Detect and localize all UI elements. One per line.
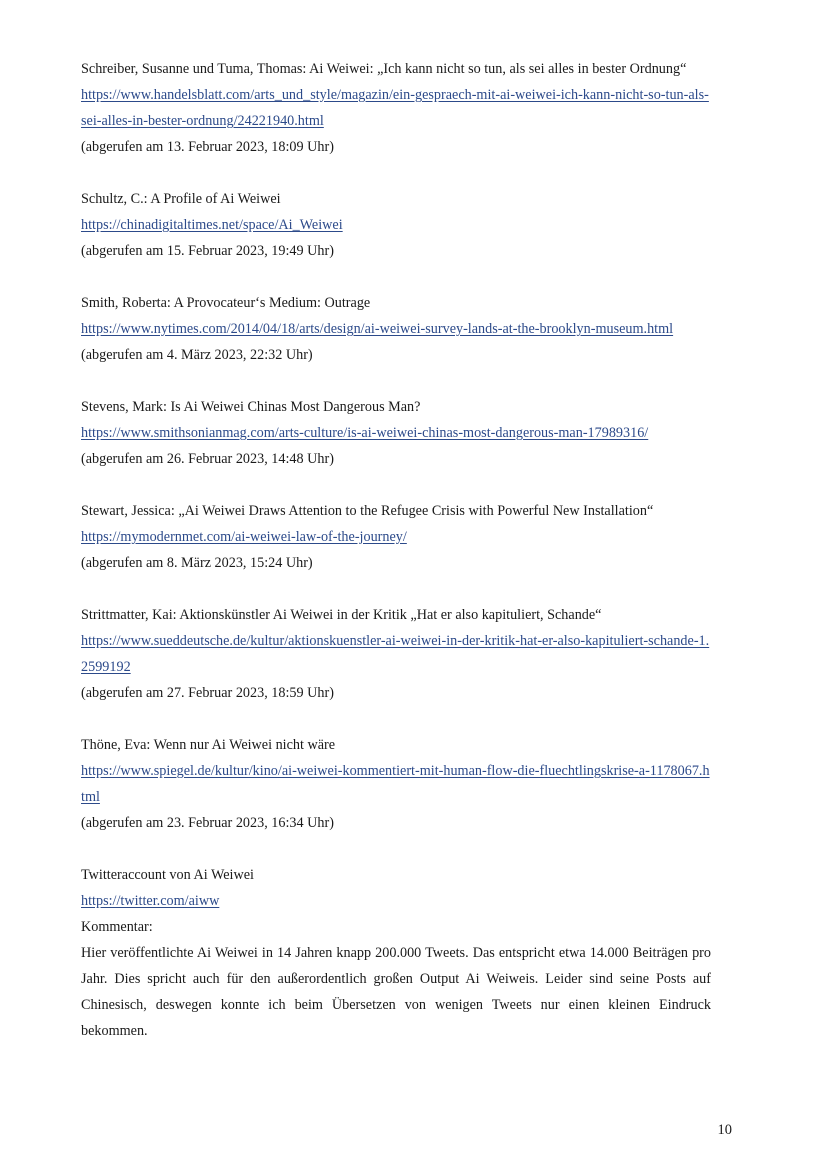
- entry-link[interactable]: https://www.spiegel.de/kultur/kino/ai-weiwei-kommentiert-mit-human-flow-die-fluechtlingskrise-a-1178067.html: [81, 763, 710, 805]
- entry-accessed-date: (abgerufen am 27. Februar 2023, 18:59 Uhr): [81, 685, 334, 701]
- bibliography-entry-strittmatter: [81, 602, 711, 706]
- bibliography-entry-twitter: [81, 862, 711, 1044]
- bibliography-entry-stevens: [81, 394, 711, 472]
- entry-title: Stewart, Jessica: „Ai Weiwei Draws Attention to the Refugee Crisis with Powerful New Installation“: [81, 503, 654, 519]
- entry-title: Stevens, Mark: Is Ai Weiwei Chinas Most Dangerous Man?: [81, 399, 421, 415]
- entry-title: Schultz, C.: A Profile of Ai Weiwei: [81, 191, 281, 207]
- page-number: 10: [717, 1122, 732, 1138]
- bibliography-entry-schultz: [81, 186, 711, 264]
- bibliography-entry-schreiber: [81, 56, 711, 160]
- entry-link[interactable]: https://www.nytimes.com/2014/04/18/arts/design/ai-weiwei-survey-lands-at-the-brooklyn-museum.html: [81, 321, 674, 337]
- entry-link[interactable]: https://twitter.com/aiww: [81, 893, 220, 909]
- entry-accessed-date: (abgerufen am 15. Februar 2023, 19:49 Uhr): [81, 243, 334, 259]
- entry-title: Twitteraccount von Ai Weiwei: [81, 867, 254, 883]
- entry-accessed-date: (abgerufen am 23. Februar 2023, 16:34 Uhr): [81, 815, 334, 831]
- entry-accessed-date: (abgerufen am 8. März 2023, 15:24 Uhr): [81, 555, 313, 571]
- bibliography-entry-smith: [81, 290, 711, 368]
- bibliography-entry-thoene: [81, 732, 711, 836]
- bibliography-entry-stewart: [81, 498, 711, 576]
- entry-accessed-date: (abgerufen am 13. Februar 2023, 18:09 Uhr): [81, 139, 334, 155]
- entry-link[interactable]: https://www.sueddeutsche.de/kultur/aktionskuenstler-ai-weiwei-in-der-kritik-hat-er-also-kapituliert-schande-1.2599192: [81, 633, 710, 675]
- entry-accessed-date: (abgerufen am 4. März 2023, 22:32 Uhr): [81, 347, 313, 363]
- entry-title: Smith, Roberta: A Provocateur‘s Medium: Outrage: [81, 295, 371, 311]
- entry-title: Thöne, Eva: Wenn nur Ai Weiwei nicht wäre: [81, 737, 336, 753]
- entry-link[interactable]: https://mymodernmet.com/ai-weiwei-law-of-the-journey/: [81, 529, 407, 545]
- bibliography-page: [81, 56, 711, 1070]
- entry-link[interactable]: https://www.smithsonianmag.com/arts-culture/is-ai-weiwei-chinas-most-dangerous-man-17989316/: [81, 425, 649, 441]
- entry-title: Strittmatter, Kai: Aktionskünstler Ai Weiwei in der Kritik „Hat er also kapituliert, Schande“: [81, 607, 602, 623]
- entry-title: Schreiber, Susanne und Tuma, Thomas: Ai Weiwei: „Ich kann nicht so tun, als sei alles in bester Ordnung“: [81, 61, 687, 77]
- entry-link[interactable]: https://www.handelsblatt.com/arts_und_style/magazin/ein-gespraech-mit-ai-weiwei-ich-kann-nicht-so-tun-als-sei-alles-in-bester-ordnung/24221940.html: [81, 87, 709, 129]
- comment-text: Hier veröffentlichte Ai Weiwei in 14 Jahren knapp 200.000 Tweets. Das entspricht etwa 14.000 Beiträgen pro Jahr. Dies spricht auch für den außerordentlich großen Output Ai Weiweis. Leider sind seine Posts auf Chinesisch, deswegen konnte ich beim Übersetzen von wenigen Tweets nur einen kleinen Eindruck bekommen.: [81, 945, 711, 1039]
- comment-label: Kommentar:: [81, 919, 153, 935]
- entry-link[interactable]: https://chinadigitaltimes.net/space/Ai_Weiwei: [81, 217, 343, 233]
- entry-accessed-date: (abgerufen am 26. Februar 2023, 14:48 Uhr): [81, 451, 334, 467]
